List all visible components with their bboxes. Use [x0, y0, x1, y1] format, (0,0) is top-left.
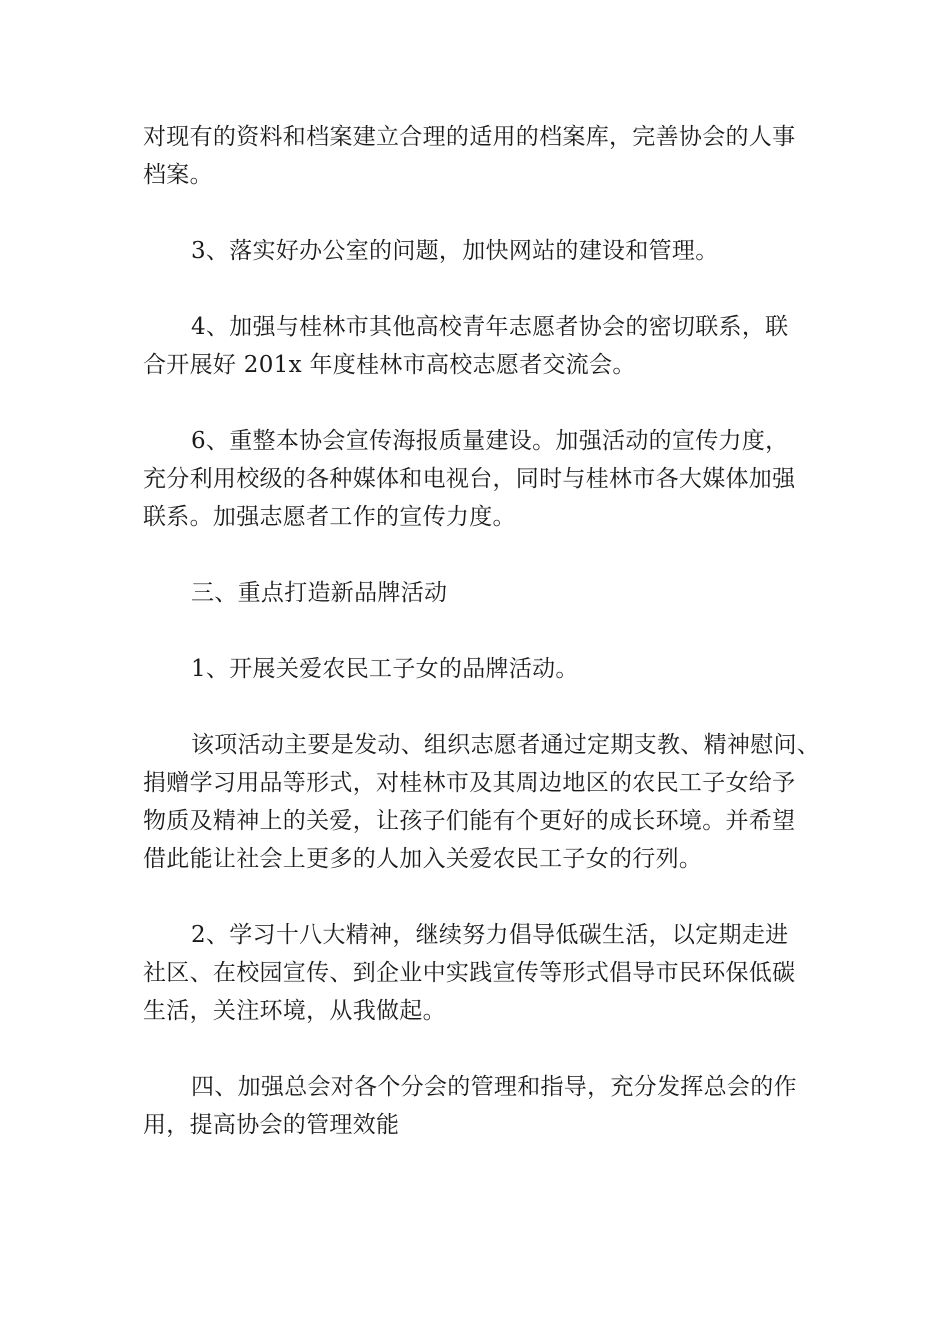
paragraph-brand-1	[143, 650, 823, 688]
text-line: 捐赠学习用品等形式，对桂林市及其周边地区的农民工子女给予	[143, 770, 796, 796]
section-heading-3	[143, 574, 823, 612]
paragraph-item-4	[143, 308, 823, 384]
heading-line: 用，提高协会的管理效能	[143, 1112, 400, 1138]
text-line: 充分利用校级的各种媒体和电视台，同时与桂林市各大媒体加强	[143, 466, 796, 492]
text-line: 对现有的资料和档案建立合理的适用的档案库，完善协会的人事	[143, 124, 796, 150]
paragraph-archive	[143, 118, 823, 194]
document-body	[143, 118, 823, 1182]
text-line: 1、开展关爱农民工子女的品牌活动。	[191, 656, 579, 682]
text-line: 6、重整本协会宣传海报质量建设。加强活动的宣传力度，	[191, 428, 789, 454]
text-line: 合开展好 201x 年度桂林市高校志愿者交流会。	[143, 352, 636, 378]
heading-line: 四、加强总会对各个分会的管理和指导，充分发挥总会的作	[191, 1074, 797, 1100]
paragraph-brand-1-detail	[143, 726, 823, 878]
heading-line: 三、重点打造新品牌活动	[191, 580, 448, 606]
paragraph-item-3	[143, 232, 823, 270]
text-line: 联系。加强志愿者工作的宣传力度。	[143, 504, 516, 530]
section-heading-4	[143, 1068, 823, 1144]
text-line: 该项活动主要是发动、组织志愿者通过定期支教、精神慰问、	[191, 732, 821, 758]
paragraph-item-6	[143, 422, 823, 536]
paragraph-brand-2	[143, 916, 823, 1030]
text-line: 档案。	[143, 162, 213, 188]
text-line: 3、落实好办公室的问题，加快网站的建设和管理。	[191, 238, 719, 264]
text-line: 物质及精神上的关爱，让孩子们能有个更好的成长环境。并希望	[143, 808, 796, 834]
text-line: 社区、在校园宣传、到企业中实践宣传等形式倡导市民环保低碳	[143, 960, 796, 986]
text-line: 4、加强与桂林市其他高校青年志愿者协会的密切联系，联	[191, 314, 789, 340]
text-line: 2、学习十八大精神，继续努力倡导低碳生活，以定期走进	[191, 922, 789, 948]
text-line: 生活，关注环境，从我做起。	[143, 998, 446, 1024]
text-line: 借此能让社会上更多的人加入关爱农民工子女的行列。	[143, 846, 703, 872]
